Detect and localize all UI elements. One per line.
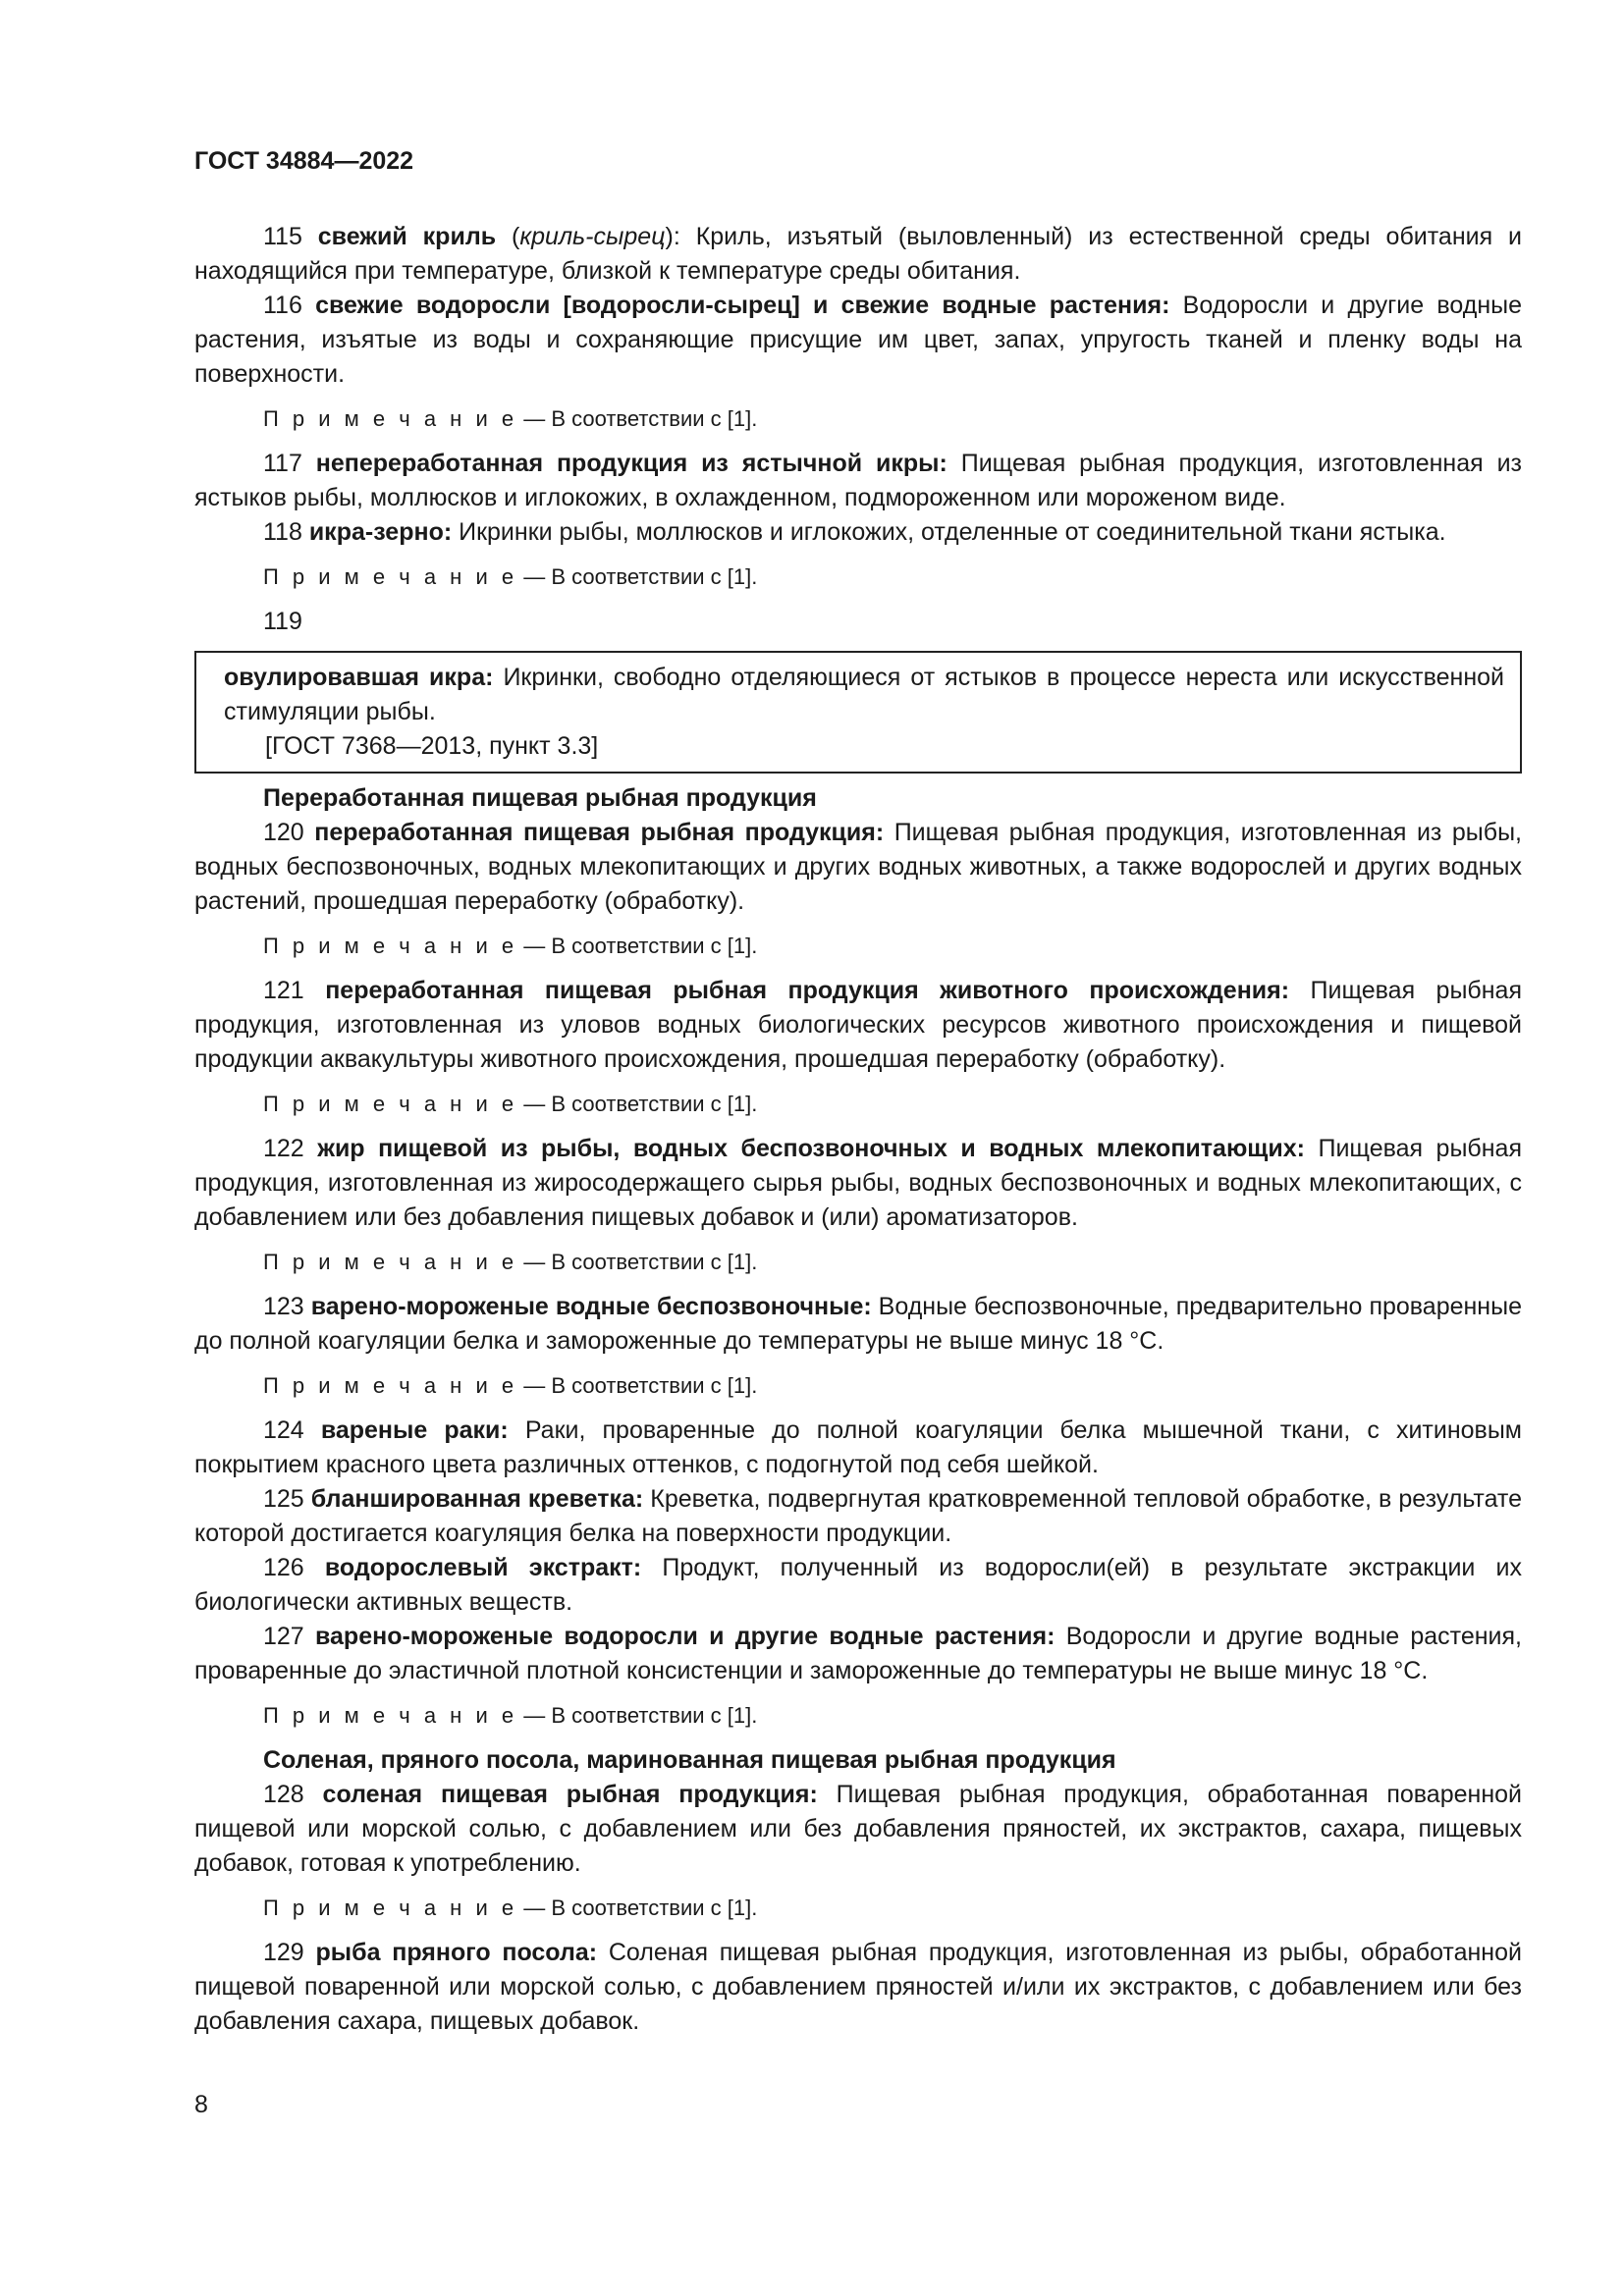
term-title: соленая пищевая рыбная продукция: [322,1781,818,1808]
term-title: бланшированная креветка: [310,1485,644,1513]
term-127 [194,1620,1522,1688]
term-title: переработанная пищевая рыбная продукция: [314,819,885,846]
note-text: — В соответствии с [1]. [517,1092,758,1116]
note [263,1893,1522,1924]
term-number: 129 [263,1939,304,1966]
term-126 [194,1551,1522,1620]
note-label: П р и м е ч а н и е [263,564,518,589]
note-text: — В соответствии с [1]. [517,1703,758,1728]
term-definition: Раки, проваренные до полной коагуляции белка мышечной ткани, с хитиновым покрытием красного цвета различных оттенков, с подогнутой под себя шейкой. [194,1416,1522,1478]
term-definition: Продукт, полученный из водоросли(ей) в результате экстракции их биологически активных веществ. [194,1554,1522,1616]
note-label: П р и м е ч а н и е [263,1703,518,1728]
document-header: ГОСТ 34884—2022 [194,147,414,175]
document-page [194,147,1522,2039]
note-text: — В соответствии с [1]. [517,1250,758,1274]
note [263,561,1522,593]
term-120 [194,816,1522,919]
term-definition: Икринки, свободно отделяющиеся от ястыков в процессе нереста или искусственной стимуляции рыбы. [224,664,1504,725]
term-title: варено-мороженые водоросли и другие водные растения: [314,1623,1056,1650]
term-118 [194,515,1522,550]
term-definition: Пищевая рыбная продукция, изготовленная из рыбы, водных беспозвоночных, водных млекопитающих и других водных животных, а также водорослей и других водных растений, прошедшая переработку (обработку). [194,819,1522,915]
term-title: водорослевый экстракт: [324,1554,642,1581]
note-label: П р и м е ч а н и е [263,1092,518,1116]
term-title: переработанная пищевая рыбная продукция животного происхождения: [325,977,1290,1004]
term-definition: Пищевая рыбная продукция, обработанная поваренной пищевой или морской солью, с добавлением или без добавления пряностей, их экстрактов, сахара, пищевых добавок, готовая к употреблению. [194,1781,1522,1877]
note-label: П р и м е ч а н и е [263,1896,518,1920]
term-title: жир пищевой из рыбы, водных беспозвоночных и водных млекопитающих: [317,1135,1305,1162]
term-paren: ( [496,223,520,250]
term-title: икра-зерно: [308,518,453,546]
note [263,403,1522,435]
term-definition: ): Криль, изъятый (выловленный) из естественной среды обитания и находящийся при температуре, близкой к температуре среды обитания. [194,223,1522,285]
term-116 [194,289,1522,392]
term-128 [194,1778,1522,1881]
note-text: — В соответствии с [1]. [517,1373,758,1398]
note [263,1089,1522,1120]
term-definition: Пищевая рыбная продукция, изготовленная из ястыков рыбы, моллюсков и иглокожих, в охлажденном, подмороженном или мороженом виде. [194,450,1522,511]
term-definition: Пищевая рыбная продукция, изготовленная из жиросодержащего сырья рыбы, водных беспозвоночных и водных млекопитающих, с добавлением или без добавления пищевых добавок и (или) ароматизаторов. [194,1135,1522,1231]
note-text: — В соответствии с [1]. [517,564,758,589]
term-number: 115 [263,223,302,250]
term-number: 127 [263,1623,304,1650]
term-definition: Водоросли и другие водные растения, проваренные до эластичной плотной консистенции и замороженные до температуры не выше минус 18 °C. [194,1623,1522,1684]
term-number: 122 [263,1135,304,1162]
term-number: 121 [263,977,304,1004]
term-definition: Водоросли и другие водные растения, изъятые из воды и сохраняющие присущие им цвет, запах, упругость тканей и пленку воды на поверхности. [194,292,1522,388]
note-text: — В соответствии с [1]. [517,1896,758,1920]
term-number: 117 [263,450,302,477]
note [263,1370,1522,1402]
term-119 [224,661,1504,729]
term-number-119: 119 [263,608,302,635]
term-title: овулировавшая икра: [224,664,494,691]
section-heading: Переработанная пищевая рыбная продукция [263,784,817,812]
note-label: П р и м е ч а н и е [263,934,518,958]
note-label: П р и м е ч а н и е [263,1250,518,1274]
note-text: — В соответствии с [1]. [517,934,758,958]
term-number: 126 [263,1554,304,1581]
note [263,931,1522,962]
term-definition: Креветка, подвергнутая кратковременной тепловой обработке, в результате которой достигается коагуляция белка на поверхности продукции. [194,1485,1522,1547]
term-119-box [194,651,1522,774]
term-number: 123 [263,1293,304,1320]
term-124 [194,1414,1522,1482]
term-number: 125 [263,1485,304,1513]
term-title: вареные раки: [320,1416,509,1444]
section-heading: Соленая, пряного посола, маринованная пищевая рыбная продукция [263,1746,1116,1774]
term-definition: Икринки рыбы, моллюсков и иглокожих, отделенные от соединительной ткани ястыка. [452,518,1446,546]
term-title: рыба пряного посола: [315,1939,598,1966]
term-title: варено-мороженые водные беспозвоночные: [310,1293,872,1320]
note-text: — В соответствии с [1]. [517,406,758,431]
term-122 [194,1132,1522,1235]
note-label: П р и м е ч а н и е [263,1373,518,1398]
term-number: 128 [263,1781,304,1808]
term-alt: криль-сырец [519,223,666,250]
note-label: П р и м е ч а н и е [263,406,518,431]
term-number: 118 [263,518,302,546]
note [263,1247,1522,1278]
term-title: свежий криль [317,223,497,250]
term-121 [194,974,1522,1077]
term-definition: Соленая пищевая рыбная продукция, изготовленная из рыбы, обработанной пищевой поваренной или морской солью, с добавлением пряностей и/или их экстрактов, с добавлением или без добавления сахара, пищевых добавок. [194,1939,1522,2035]
term-source: [ГОСТ 7368—2013, пункт 3.3] [265,732,599,760]
term-title: свежие водоросли [водоросли-сырец] и свежие водные растения: [315,292,1170,319]
term-number: 116 [263,292,302,319]
term-definition: Водные беспозвоночные, предварительно проваренные до полной коагуляции белка и замороженные до температуры не выше минус 18 °C. [194,1293,1522,1355]
term-125 [194,1482,1522,1551]
term-number: 124 [263,1416,304,1444]
term-129 [194,1936,1522,2039]
term-number: 120 [263,819,304,846]
term-title: непереработанная продукция из ястычной икры: [315,450,947,477]
term-definition: Пищевая рыбная продукция, изготовленная из уловов водных биологических ресурсов животного происхождения и пищевой продукции аквакультуры животного происхождения, прошедшая переработку (обработку). [194,977,1522,1073]
page-number: 8 [194,2091,208,2118]
term-123 [194,1290,1522,1359]
term-115 [194,220,1522,289]
note [263,1700,1522,1732]
term-117 [194,447,1522,515]
